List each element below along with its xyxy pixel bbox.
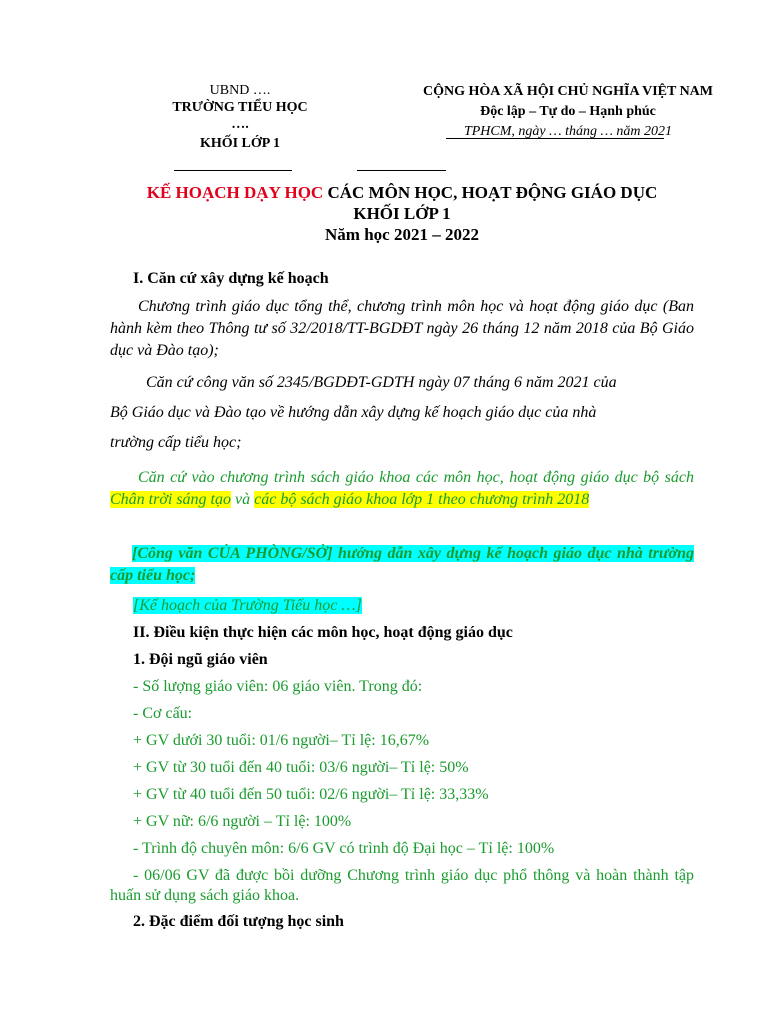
header-left <box>150 82 330 152</box>
teacher-stat-item: + GV nữ: 6/6 người – Tỉ lệ: 100% <box>133 813 352 830</box>
basis-paragraph-3 <box>110 467 694 511</box>
national-title: CỘNG HÒA XÃ HỘI CHỦ NGHĨA VIỆT NAM <box>422 84 713 99</box>
header-left-rule <box>174 170 292 171</box>
highlighted-dispatch: [Công văn CỦA PHÒNG/SỞ] hướng dẫn xây dựng kế hoạch giáo dục nhà trường cấp tiểu học; <box>110 545 694 584</box>
basis-paragraph-2-line2: Bộ Giáo dục và Đào tạo về hướng dẫn xây dựng kế hoạch giáo dục của nhà <box>110 404 597 421</box>
basis-paragraph-3-text-a: Căn cứ vào chương trình sách giáo khoa các môn học, hoạt động giáo dục bộ sách <box>138 469 694 486</box>
teacher-stat-item: + GV từ 40 tuổi đến 50 tuổi: 02/6 người– Tỉ lệ: 33,33% <box>133 786 489 803</box>
highlighted-book-series: Chân trời sáng tạo <box>110 491 231 508</box>
title-line1 <box>110 182 694 203</box>
teacher-stat-item: + GV từ 30 tuổi đến 40 tuổi: 03/6 người– Tỉ lệ: 50% <box>133 759 469 776</box>
highlighted-textbooks: các bộ sách giáo khoa lớp 1 theo chương trình 2018 <box>254 491 590 508</box>
teacher-stat-item: - Trình độ chuyên môn: 6/6 GV có trình độ Đại học – Tỉ lệ: 100% <box>133 840 555 857</box>
header-right <box>398 82 738 142</box>
school-year: Năm học 2021 – 2022 <box>325 225 479 244</box>
basis-paragraph-1: Chương trình giáo dục tổng thể, chương trình môn học và hoạt động giáo dục (Ban hành kèm theo Thông tư số 32/2018/TT-BGDĐT ngày 26 tháng 12 năm 2018 của Bộ Giáo dục và Đào tạo); <box>110 298 694 359</box>
national-motto: Độc lập – Tự do – Hạnh phúc <box>480 104 656 119</box>
teacher-stat-item: - Số lượng giáo viên: 06 giáo viên. Trong đó: <box>133 678 423 695</box>
school-name: TRƯỜNG TIỂU HỌC <box>172 100 308 115</box>
section2-heading: II. Điều kiện thực hiện các môn học, hoạt động giáo dục <box>133 624 513 641</box>
students-subheading: 2. Đặc điểm đối tượng học sinh <box>133 913 344 930</box>
basis-paragraph-3-text-b: và <box>231 491 255 508</box>
basis-paragraph-5 <box>133 596 717 616</box>
teacher-stat-item: - Cơ cấu: <box>133 705 193 722</box>
date-underline <box>446 138 664 139</box>
section1-heading: I. Căn cứ xây dựng kế hoạch <box>133 270 329 287</box>
teacher-stat-item: + GV dưới 30 tuổi: 01/6 người– Tỉ lệ: 16,67% <box>133 732 430 749</box>
basis-paragraph-2-line1: Căn cứ công văn số 2345/BGDĐT-GDTH ngày 07 tháng 6 năm 2021 của <box>146 374 617 391</box>
grade-block-label: KHỐI LỚP 1 <box>199 136 281 151</box>
title-red-part: KẾ HOẠCH DẠY HỌC <box>146 183 324 202</box>
place-date: TPHCM, ngày … tháng … năm 2021 <box>463 124 673 139</box>
basis-paragraph-2-line3: trường cấp tiểu học; <box>110 434 242 451</box>
teachers-subheading: 1. Đội ngũ giáo viên <box>133 651 268 668</box>
header-right-rule <box>357 170 446 171</box>
school-name-placeholder: …. <box>231 117 249 132</box>
title-line2: KHỐI LỚP 1 <box>353 204 451 223</box>
title-black-part: CÁC MÔN HỌC, HOẠT ĐỘNG GIÁO DỤC <box>323 183 658 202</box>
document-title <box>110 182 694 245</box>
teacher-training-note: - 06/06 GV đã được bồi dưỡng Chương trình giáo dục phổ thông và hoàn thành tập huấn sử dụng sách giáo khoa. <box>110 867 694 904</box>
basis-paragraph-4 <box>110 543 694 587</box>
highlighted-school-plan: [Kế hoạch của Trường Tiểu học …] <box>133 597 362 614</box>
header-left-line1: UBND …. <box>209 83 271 98</box>
